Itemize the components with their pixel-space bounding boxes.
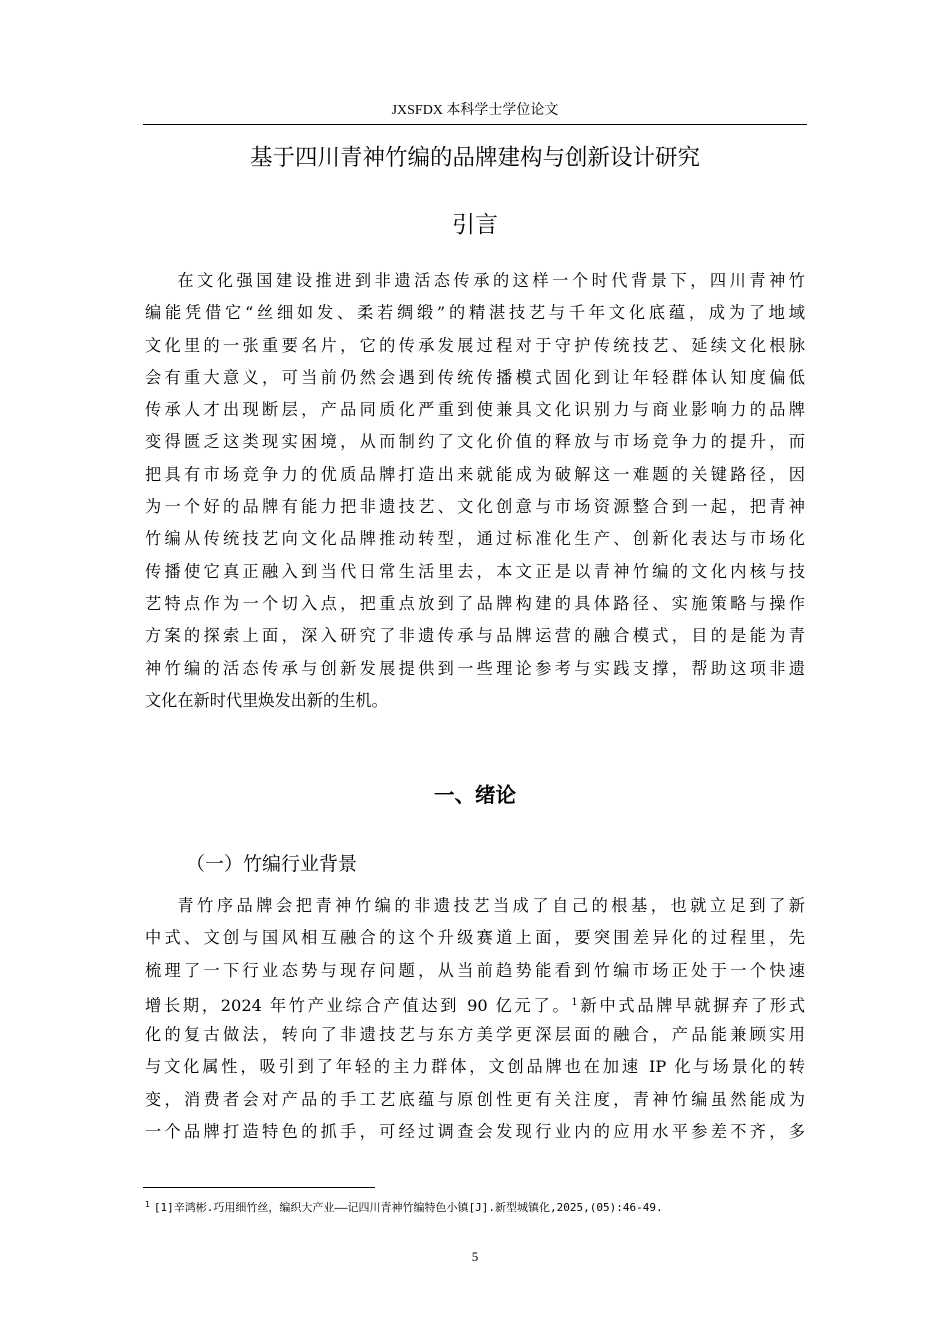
running-header: JXSFDX 本科学士学位论文 bbox=[391, 103, 559, 118]
section-heading: （一）竹编行业背景 bbox=[186, 853, 358, 875]
footnote-mark: 1 bbox=[145, 1200, 150, 1209]
section-paragraph bbox=[145, 890, 805, 1148]
footnote-reference[interactable]: 1 bbox=[571, 996, 578, 1008]
paragraph-line: 一个品牌打造特色的抓手，可经过调查会发现行业内的应用水平参差不齐，多 bbox=[145, 1122, 805, 1142]
line-text: 新中式品牌早就摒弃了形式 bbox=[577, 995, 806, 1015]
paragraph-line: 文化里的一张重要名片，它的传承发展过程对于守护传统技艺、延续文化根脉 bbox=[145, 335, 805, 355]
footnote-rule bbox=[143, 1187, 375, 1188]
paragraph-line: 在文化强国建设推进到非遗活态传承的这样一个时代背景下，四川青神竹 bbox=[177, 271, 805, 290]
paragraph-line: 把具有市场竞争力的优质品牌打造出来就能成为破解这一难题的关键路径，因 bbox=[145, 464, 805, 484]
chapter-heading: 一、绪论 bbox=[434, 783, 516, 807]
paragraph-line: 艺特点作为一个切入点，把重点放到了品牌构建的具体路径、实施策略与操作 bbox=[145, 593, 805, 613]
paragraph-line: 会有重大意义，可当前仍然会遇到传统传播模式固化到让年轻群体认知度偏低 bbox=[145, 367, 805, 387]
paragraph-line: 梳理了一下行业态势与现存问题，从当前趋势能看到竹编市场正处于一个快速 bbox=[145, 960, 805, 980]
intro-paragraph bbox=[145, 265, 805, 717]
paragraph-line: 变，消费者会对产品的手工艺底蕴与原创性更有关注度，青神竹编虽然能成为 bbox=[145, 1089, 805, 1109]
intro-heading: 引言 bbox=[452, 212, 498, 238]
paragraph-line: 与文化属性，吸引到了年轻的主力群体，文创品牌也在加速 IP 化与场景化的转 bbox=[145, 1057, 805, 1077]
footnote bbox=[145, 1197, 845, 1216]
paragraph-line bbox=[145, 987, 805, 1019]
paragraph-line: 神竹编的活态传承与创新发展提供到一些理论参考与实践支撑，帮助这项非遗 bbox=[145, 658, 805, 678]
paragraph-line: 传播使它真正融入到当代日常生活里去，本文正是以青神竹编的文化内核与技 bbox=[145, 561, 805, 581]
paragraph-line: 传承人才出现断层，产品同质化严重到使兼具文化识别力与商业影响力的品牌 bbox=[145, 400, 805, 420]
paragraph-line: 为一个好的品牌有能力把非遗技艺、文化创意与市场资源整合到一起，把青神 bbox=[145, 497, 805, 517]
header-rule bbox=[143, 124, 807, 125]
line-text: 增长期，2024 年竹产业综合产值达到 90 亿元了。 bbox=[145, 995, 572, 1015]
paragraph-line: 化的复古做法，转向了非遗技艺与东方美学更深层面的融合，产品能兼顾实用 bbox=[145, 1025, 805, 1045]
paragraph-line: 中式、文创与国风相互融合的这个升级赛道上面，要突围差异化的过程里，先 bbox=[145, 928, 805, 948]
footnote-text: [1]辛鸿彬.巧用细竹丝，编织大产业——记四川青神竹编特色小镇[J].新型城镇化,2025,(05):46-49. bbox=[153, 1201, 663, 1214]
paragraph-line: 青竹序品牌会把青神竹编的非遗技艺当成了自己的根基，也就立足到了新 bbox=[177, 896, 805, 915]
paragraph-line: 文化在新时代里焕发出新的生机。 bbox=[145, 690, 388, 710]
paragraph-line: 编能凭借它“丝细如发、柔若绸缎”的精湛技艺与千年文化底蕴，成为了地域 bbox=[145, 303, 805, 323]
paragraph-line: 竹编从传统技艺向文化品牌推动转型，通过标准化生产、创新化表达与市场化 bbox=[145, 529, 805, 549]
paragraph-line: 变得匮乏这类现实困境，从而制约了文化价值的释放与市场竞争力的提升，而 bbox=[145, 432, 805, 452]
paper-title: 基于四川青神竹编的品牌建构与创新设计研究 bbox=[249, 145, 700, 171]
page-number: 5 bbox=[471, 1249, 479, 1264]
paragraph-line: 方案的探索上面，深入研究了非遗传承与品牌运营的融合模式，目的是能为青 bbox=[145, 626, 805, 646]
